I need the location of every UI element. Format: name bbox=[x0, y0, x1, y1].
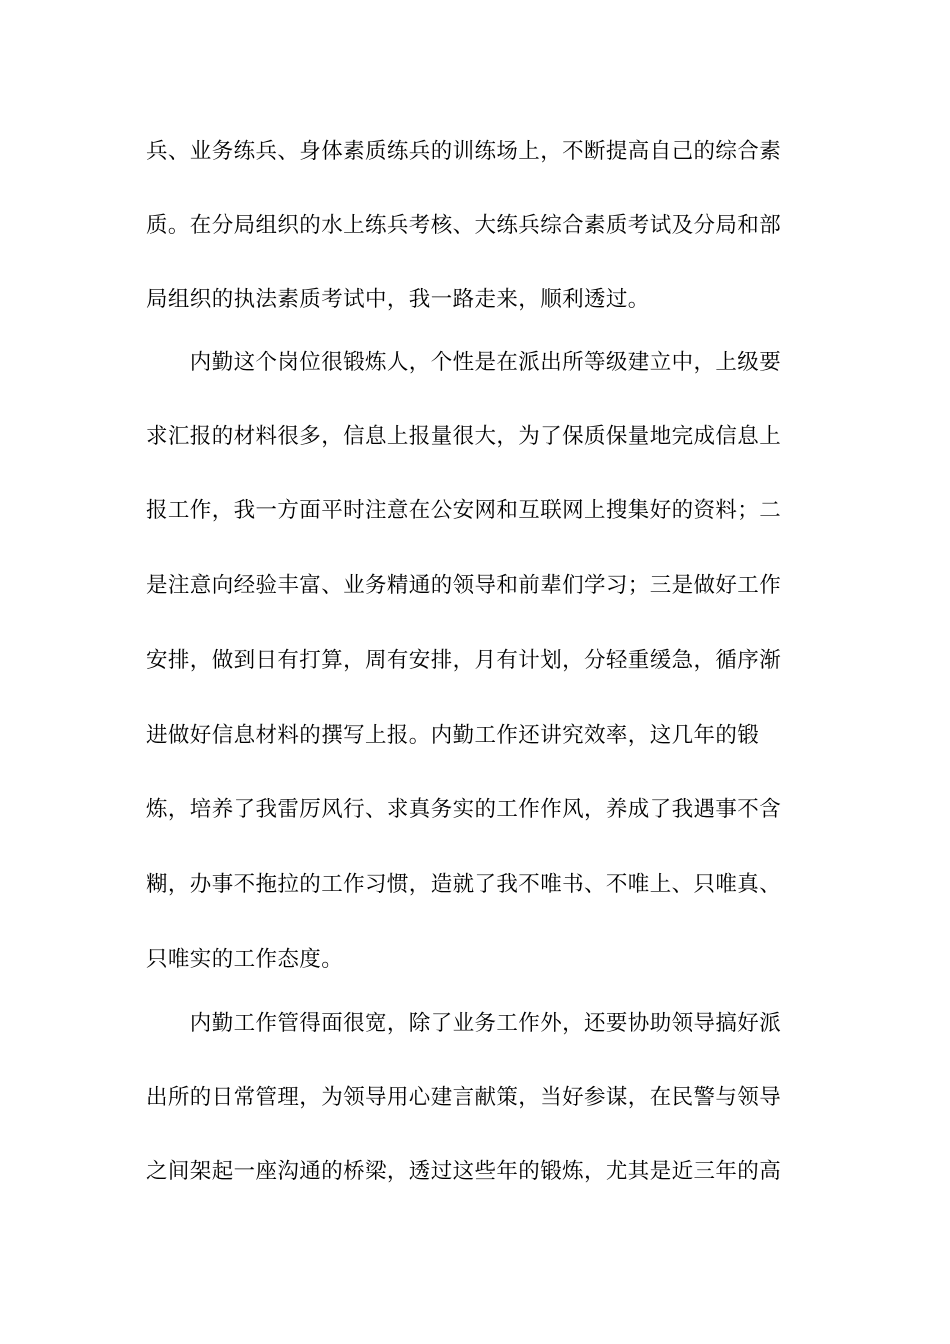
text-line: 是注意向经验丰富、业务精通的领导和前辈们学习；三是做好工作 bbox=[146, 573, 782, 598]
text-line: 内勤这个岗位很锻炼人，个性是在派出所等级建立中，上级要 bbox=[146, 350, 782, 375]
text-line: 求汇报的材料很多，信息上报量很大，为了保质保量地完成信息上 bbox=[146, 424, 782, 449]
text-line: 报工作，我一方面平时注意在公安网和互联网上搜集好的资料；二 bbox=[146, 498, 782, 523]
text-line: 之间架起一座沟通的桥梁，透过这些年的锻炼，尤其是近三年的高 bbox=[146, 1159, 782, 1184]
text-line: 内勤工作管得面很宽，除了业务工作外，还要协助领导搞好派 bbox=[146, 1011, 782, 1036]
text-line: 质。在分局组织的水上练兵考核、大练兵综合素质考试及分局和部 bbox=[146, 213, 782, 238]
text-line: 安排，做到日有打算，周有安排，月有计划，分轻重缓急，循序渐 bbox=[146, 648, 782, 673]
text-line: 出所的日常管理，为领导用心建言献策，当好参谋，在民警与领导 bbox=[146, 1085, 782, 1110]
text-line: 炼，培养了我雷厉风行、求真务实的工作作风，养成了我遇事不含 bbox=[146, 797, 782, 822]
text-line: 糊，办事不拖拉的工作习惯，造就了我不唯书、不唯上、只唯真、 bbox=[146, 872, 782, 897]
text-line: 进做好信息材料的撰写上报。内勤工作还讲究效率，这几年的锻 bbox=[146, 723, 760, 748]
text-line: 兵、业务练兵、身体素质练兵的训练场上，不断提高自己的综合素 bbox=[146, 139, 782, 164]
text-line: 局组织的执法素质考试中，我一路走来，顺利透过。 bbox=[146, 287, 650, 312]
text-line: 只唯实的工作态度。 bbox=[146, 947, 344, 972]
